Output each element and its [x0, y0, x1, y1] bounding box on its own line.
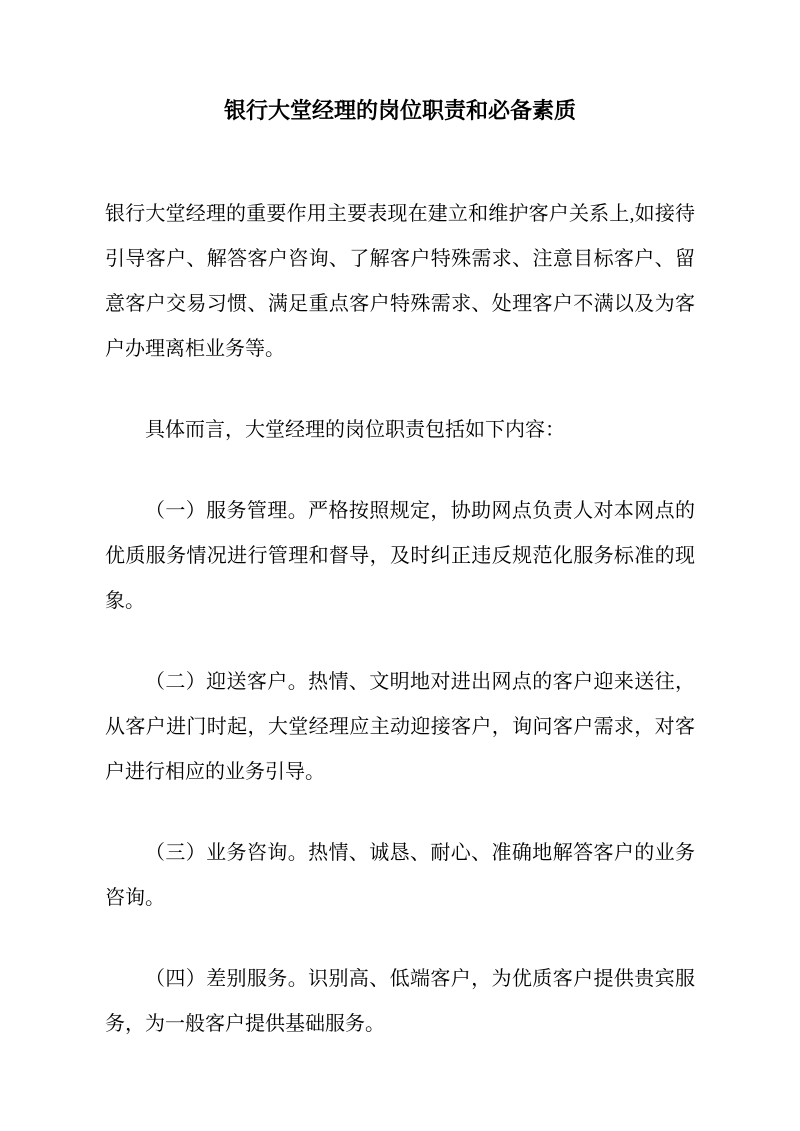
paragraph-item-4-differentiated-service: （四）差别服务。识别高、低端客户，为优质客户提供贵宾服务，为一般客户提供基础服务。: [105, 968, 695, 1035]
document-title: 银行大堂经理的岗位职责和必备素质: [223, 98, 576, 123]
paragraph-item-2-greeting-customers: （二）迎送客户。热情、文明地对进出网点的客户迎来送往，从客户进门时起，大堂经理应主动迎接客户，询问客户需求，对客户进行相应的业务引导。: [105, 671, 695, 783]
paragraph-intro: 银行大堂经理的重要作用主要表现在建立和维护客户关系上,如接待引导客户、解答客户咨询、了解客户特殊需求、注意目标客户、留意客户交易习惯、满足重点客户特殊需求、处理客户不满以及为客户办理离柜业务等。: [105, 203, 695, 360]
paragraph-lead-in: 具体而言，大堂经理的岗位职责包括如下内容：: [145, 419, 565, 441]
paragraph-item-1-service-management: （一）服务管理。严格按照规定，协助网点负责人对本网点的优质服务情况进行管理和督导，及时纠正违反规范化服务标准的现象。: [105, 500, 695, 612]
paragraph-item-3-business-consulting: （三）业务咨询。热情、诚恳、耐心、准确地解答客户的业务咨询。: [105, 842, 695, 909]
